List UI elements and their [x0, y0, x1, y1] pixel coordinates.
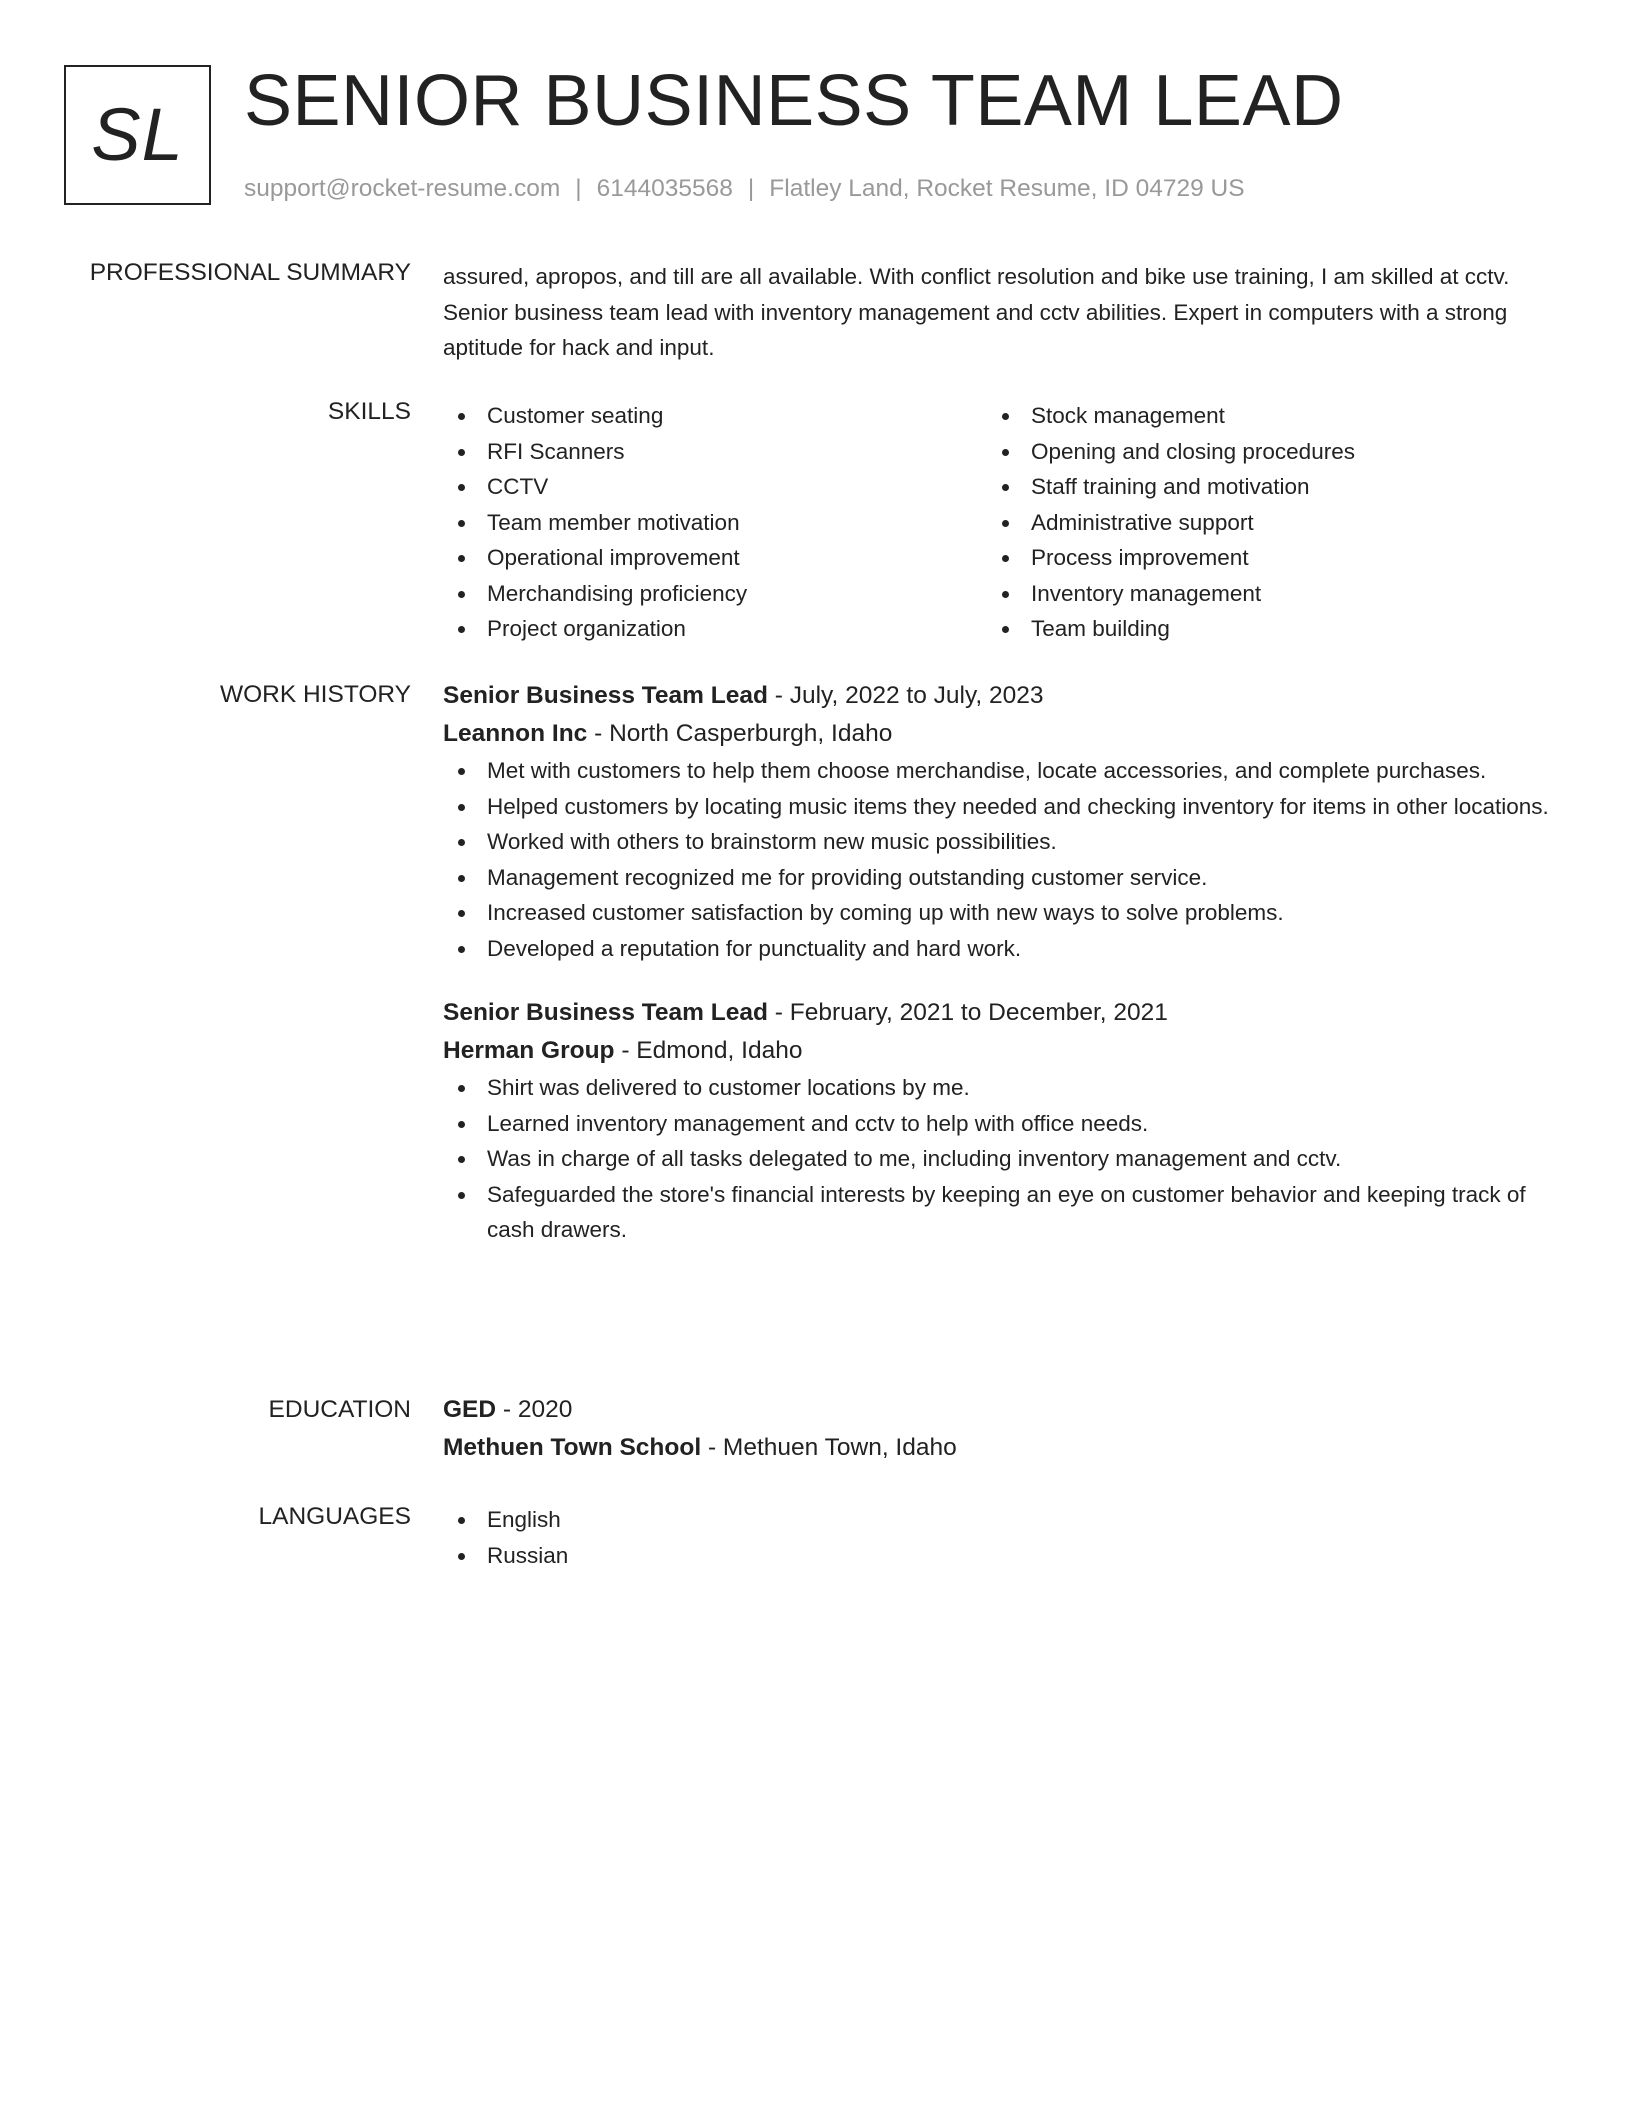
contact-line — [244, 174, 1245, 204]
skill-item: Team building — [987, 611, 1531, 647]
job-company: Herman Group — [443, 1037, 615, 1064]
summary-text: assured, apropos, and till are all available. With conflict resolution and bike use training, I am skilled at cctv. Senior business team lead with inventory management and cctv abilities. Expert in computers with a strong aptitude for hack and input. — [443, 264, 1510, 360]
skill-item: CCTV — [443, 469, 987, 505]
language-item: Russian — [443, 1538, 1553, 1574]
education-school: Methuen Town School — [443, 1434, 702, 1461]
contact-email[interactable]: support@rocket-resume.com — [244, 175, 561, 202]
skills-body — [443, 398, 1553, 647]
language-item: English — [443, 1502, 1553, 1538]
job-dates: - July, 2022 to July, 2023 — [767, 682, 1044, 709]
skill-item: Project organization — [443, 611, 987, 647]
monogram-initials: SL — [91, 93, 184, 176]
job-bullet: Shirt was delivered to customer locations by me. — [443, 1070, 1553, 1106]
skills-column-left — [443, 398, 987, 647]
job-title: Senior Business Team Lead — [443, 999, 768, 1026]
education-degree-line — [443, 1391, 1553, 1429]
job-company-line — [443, 1032, 1553, 1070]
job-entry — [443, 677, 1553, 966]
job-bullet: Safeguarded the store's financial interests by keeping an eye on customer behavior and keeping track of cash drawers. — [443, 1177, 1553, 1248]
job-title-line — [443, 994, 1553, 1032]
section-label-languages: LANGUAGES — [258, 1503, 411, 1530]
job-location: - Edmond, Idaho — [614, 1037, 803, 1064]
job-entry — [443, 994, 1553, 1248]
job-bullet: Was in charge of all tasks delegated to me, including inventory management and cctv. — [443, 1141, 1553, 1177]
education-year: - 2020 — [496, 1396, 573, 1423]
job-bullets — [443, 1070, 1553, 1248]
languages-list — [443, 1502, 1553, 1573]
job-company-line — [443, 715, 1553, 753]
skill-item: Operational improvement — [443, 540, 987, 576]
skill-item: RFI Scanners — [443, 434, 987, 470]
skills-columns — [443, 398, 1553, 647]
job-bullet: Helped customers by locating music items they needed and checking inventory for items in other locations. — [443, 789, 1553, 825]
skills-list-left — [443, 398, 987, 647]
education-degree: GED — [443, 1396, 497, 1423]
skill-item: Merchandising proficiency — [443, 576, 987, 612]
section-label-summary: PROFESSIONAL SUMMARY — [89, 259, 411, 286]
skill-item: Administrative support — [987, 505, 1531, 541]
job-bullet: Met with customers to help them choose merchandise, locate accessories, and complete purchases. — [443, 753, 1553, 789]
skill-item: Team member motivation — [443, 505, 987, 541]
contact-separator: | — [575, 175, 582, 202]
skill-item: Stock management — [987, 398, 1531, 434]
skill-item: Customer seating — [443, 398, 987, 434]
skill-item: Opening and closing procedures — [987, 434, 1531, 470]
contact-phone[interactable]: 6144035568 — [596, 175, 733, 202]
job-bullet: Developed a reputation for punctuality and hard work. — [443, 931, 1553, 967]
section-label-skills: SKILLS — [327, 398, 411, 425]
skill-item: Process improvement — [987, 540, 1531, 576]
contact-separator: | — [747, 175, 755, 202]
job-dates: - February, 2021 to December, 2021 — [767, 999, 1168, 1026]
education-school-line — [443, 1429, 1553, 1467]
education-location: - Methuen Town, Idaho — [701, 1434, 957, 1461]
section-label-education: EDUCATION — [268, 1396, 411, 1423]
job-title: Senior Business Team Lead — [443, 682, 768, 709]
job-title-line — [443, 677, 1553, 715]
work-body — [443, 677, 1553, 1248]
skill-item: Inventory management — [987, 576, 1531, 612]
contact-address: Flatley Land, Rocket Resume, ID 04729 US — [769, 175, 1245, 202]
skill-item: Staff training and motivation — [987, 469, 1531, 505]
job-bullets — [443, 753, 1553, 966]
resume-title: SENIOR BUSINESS TEAM LEAD — [244, 61, 1344, 141]
summary-body — [443, 259, 1553, 366]
job-bullet: Learned inventory management and cctv to help with office needs. — [443, 1106, 1553, 1142]
job-bullet: Management recognized me for providing outstanding customer service. — [443, 860, 1553, 896]
monogram-box — [64, 65, 211, 205]
job-location: - North Casperburgh, Idaho — [587, 720, 893, 747]
skills-list-right — [987, 398, 1531, 647]
job-company: Leannon Inc — [443, 720, 588, 747]
section-label-work: WORK HISTORY — [219, 681, 411, 708]
languages-body — [443, 1502, 1553, 1573]
skills-column-right — [987, 398, 1531, 647]
job-bullet: Increased customer satisfaction by coming up with new ways to solve problems. — [443, 895, 1553, 931]
job-bullet: Worked with others to brainstorm new music possibilities. — [443, 824, 1553, 860]
education-body — [443, 1391, 1553, 1467]
